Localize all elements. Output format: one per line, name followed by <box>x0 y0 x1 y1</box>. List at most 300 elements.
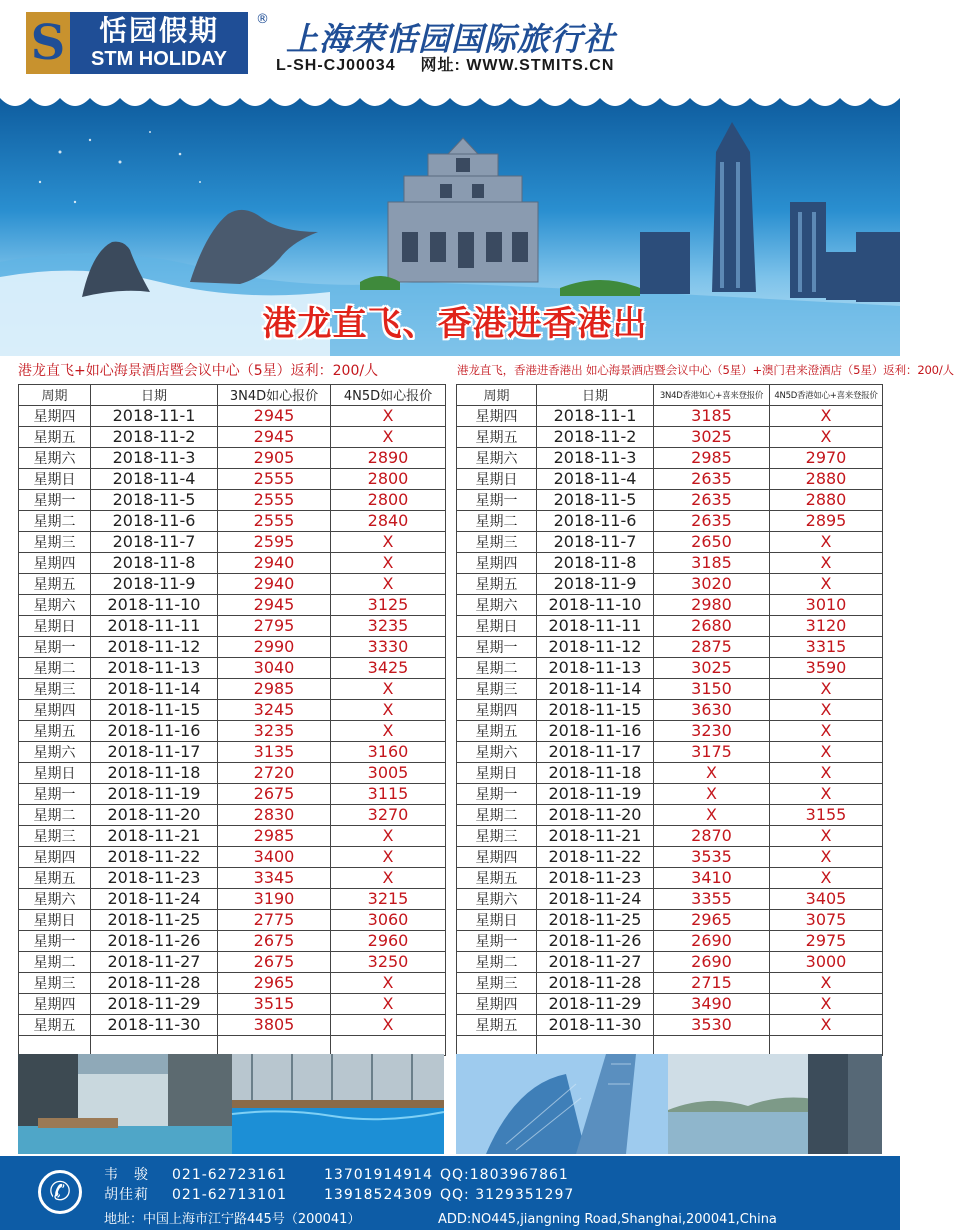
cell-3n4d-price: X <box>654 762 770 783</box>
cell-date: 2018-11-14 <box>537 678 654 699</box>
cell-3n4d-price: 2830 <box>218 804 331 825</box>
cell-date: 2018-11-29 <box>91 993 218 1014</box>
cell-date: 2018-11-16 <box>537 720 654 741</box>
cell-date: 2018-11-11 <box>91 615 218 636</box>
cell-weekday: 星期五 <box>19 720 91 741</box>
cell-weekday: 星期二 <box>457 804 537 825</box>
contact-row <box>104 1164 569 1184</box>
cell-4n5d-price: 2880 <box>770 489 883 510</box>
cell-3n4d-price: 2945 <box>218 426 331 447</box>
col-header-3n4d-price: 3N4D香港如心+喜来登报价 <box>654 385 770 406</box>
hero-banner <box>0 92 900 356</box>
table-row <box>19 1014 446 1035</box>
logo-text <box>70 15 248 71</box>
table-row <box>19 552 446 573</box>
cell-4n5d-price: 3000 <box>770 951 883 972</box>
table-row <box>457 678 883 699</box>
table-row <box>19 426 446 447</box>
table-row <box>457 657 883 678</box>
cell-4n5d-price: X <box>331 405 446 426</box>
cell-3n4d-price: 3040 <box>218 657 331 678</box>
cell-date: 2018-11-30 <box>91 1014 218 1035</box>
cell-date: 2018-11-13 <box>537 657 654 678</box>
cell-3n4d-price: 2675 <box>218 951 331 972</box>
cell-weekday: 星期四 <box>457 699 537 720</box>
table-row <box>19 1035 446 1056</box>
cell-weekday: 星期四 <box>457 552 537 573</box>
cell-weekday: 星期二 <box>19 951 91 972</box>
hotel-pool-photo <box>232 1054 444 1154</box>
cell-date: 2018-11-20 <box>537 804 654 825</box>
cell-date: 2018-11-22 <box>91 846 218 867</box>
contact-qq: QQ:1803967861 <box>440 1167 569 1183</box>
cell-weekday: 星期二 <box>19 657 91 678</box>
table-row <box>19 993 446 1014</box>
cell-weekday <box>457 1035 537 1056</box>
table-row <box>19 825 446 846</box>
cell-4n5d-price: 3125 <box>331 594 446 615</box>
table-row <box>457 447 883 468</box>
license-and-website <box>276 52 614 75</box>
cell-4n5d-price: X <box>770 573 883 594</box>
table-row <box>457 867 883 888</box>
left-price-table <box>18 384 446 1056</box>
cell-3n4d-price: 2635 <box>654 510 770 531</box>
cell-4n5d-price: X <box>770 699 883 720</box>
cell-3n4d-price: 2675 <box>218 783 331 804</box>
logo-english-name: STM HOLIDAY <box>91 48 227 70</box>
cell-4n5d-price: 3330 <box>331 636 446 657</box>
contact-tel[interactable]: 021-62713101 <box>172 1187 288 1203</box>
table-row <box>19 930 446 951</box>
cell-date: 2018-11-14 <box>91 678 218 699</box>
table-row <box>457 489 883 510</box>
cell-date: 2018-11-2 <box>537 426 654 447</box>
cell-4n5d-price: 3250 <box>331 951 446 972</box>
cell-date: 2018-11-24 <box>91 888 218 909</box>
table-row <box>19 678 446 699</box>
cell-weekday: 星期六 <box>457 741 537 762</box>
cell-date: 2018-11-10 <box>537 594 654 615</box>
cell-3n4d-price: 3230 <box>654 720 770 741</box>
cell-4n5d-price: X <box>331 867 446 888</box>
col-header-weekday: 周期 <box>457 385 537 406</box>
table-row <box>457 510 883 531</box>
company-name: 上海荣恬园国际旅行社 <box>286 20 617 58</box>
table-row <box>19 783 446 804</box>
cell-weekday: 星期一 <box>19 783 91 804</box>
cell-3n4d-price: 2940 <box>218 552 331 573</box>
cell-3n4d-price: 3190 <box>218 888 331 909</box>
cell-weekday: 星期三 <box>19 531 91 552</box>
cell-3n4d-price: 2675 <box>218 930 331 951</box>
table-row <box>19 762 446 783</box>
cell-4n5d-price: 3215 <box>331 888 446 909</box>
table-row <box>457 1035 883 1056</box>
cell-4n5d-price: X <box>331 720 446 741</box>
table-row <box>19 804 446 825</box>
cell-4n5d-price: 2840 <box>331 510 446 531</box>
col-header-4n5d-price: 4N5D香港如心+喜来登报价 <box>770 385 883 406</box>
cell-date: 2018-11-4 <box>91 468 218 489</box>
col-header-date: 日期 <box>537 385 654 406</box>
table-row <box>19 405 446 426</box>
table-row <box>19 657 446 678</box>
cell-3n4d-price: 3805 <box>218 1014 331 1035</box>
cell-weekday: 星期一 <box>19 489 91 510</box>
cell-date: 2018-11-12 <box>537 636 654 657</box>
cell-3n4d-price: 3185 <box>654 405 770 426</box>
cell-4n5d-price: X <box>770 867 883 888</box>
cell-4n5d-price: 2895 <box>770 510 883 531</box>
cell-date: 2018-11-6 <box>537 510 654 531</box>
cell-4n5d-price: X <box>331 678 446 699</box>
cell-date: 2018-11-19 <box>91 783 218 804</box>
cell-date: 2018-11-27 <box>537 951 654 972</box>
cell-date: 2018-11-26 <box>91 930 218 951</box>
cell-date <box>537 1035 654 1056</box>
left-package-subtitle: 港龙直飞+如心海景酒店暨会议中心（5星）返利：200/人 <box>18 363 379 379</box>
cell-4n5d-price: X <box>331 531 446 552</box>
table-row <box>457 552 883 573</box>
table-row <box>457 741 883 762</box>
cell-weekday: 星期五 <box>457 720 537 741</box>
cell-3n4d-price: 3630 <box>654 699 770 720</box>
cell-weekday: 星期二 <box>457 657 537 678</box>
cell-weekday: 星期二 <box>457 951 537 972</box>
cell-3n4d-price: 2775 <box>218 909 331 930</box>
cell-date: 2018-11-4 <box>537 468 654 489</box>
cell-3n4d-price: 2905 <box>218 447 331 468</box>
cell-date: 2018-11-25 <box>91 909 218 930</box>
table-row <box>457 930 883 951</box>
cell-weekday: 星期四 <box>457 405 537 426</box>
cell-weekday: 星期六 <box>457 594 537 615</box>
cell-4n5d-price: X <box>331 972 446 993</box>
cell-4n5d-price: X <box>770 783 883 804</box>
cell-weekday: 星期一 <box>457 783 537 804</box>
cell-weekday: 星期日 <box>19 615 91 636</box>
cell-3n4d-price: 2875 <box>654 636 770 657</box>
cell-3n4d-price: 3400 <box>218 846 331 867</box>
table-row <box>19 846 446 867</box>
cell-3n4d-price: 3410 <box>654 867 770 888</box>
cell-weekday: 星期五 <box>457 1014 537 1035</box>
table-row <box>457 783 883 804</box>
cell-weekday: 星期二 <box>19 510 91 531</box>
col-header-weekday: 周期 <box>19 385 91 406</box>
cell-3n4d-price: 2940 <box>218 573 331 594</box>
table-row <box>19 888 446 909</box>
cell-date: 2018-11-9 <box>91 573 218 594</box>
col-header-4n5d-price: 4N5D如心报价 <box>331 385 446 406</box>
table-row <box>457 1014 883 1035</box>
cell-4n5d-price: X <box>770 678 883 699</box>
website-link[interactable]: WWW.STMITS.CN <box>466 57 615 74</box>
cell-3n4d-price: 2635 <box>654 468 770 489</box>
cell-date: 2018-11-9 <box>537 573 654 594</box>
cell-date: 2018-11-7 <box>91 531 218 552</box>
table-row <box>19 951 446 972</box>
table-row <box>19 615 446 636</box>
brand-logo <box>26 12 248 74</box>
cell-date: 2018-11-17 <box>91 741 218 762</box>
address-chinese: 地址：中国上海市江宁路445号（200041） <box>104 1212 361 1227</box>
cell-date: 2018-11-18 <box>91 762 218 783</box>
cell-weekday: 星期六 <box>19 594 91 615</box>
cell-4n5d-price: X <box>770 1014 883 1035</box>
cell-3n4d-price: 2650 <box>654 531 770 552</box>
cell-3n4d-price: 2555 <box>218 510 331 531</box>
cell-4n5d-price: 3590 <box>770 657 883 678</box>
table-row <box>457 972 883 993</box>
cell-4n5d-price: 2890 <box>331 447 446 468</box>
cell-date: 2018-11-1 <box>91 405 218 426</box>
cell-weekday: 星期日 <box>457 909 537 930</box>
table-row <box>457 468 883 489</box>
cell-weekday: 星期日 <box>19 909 91 930</box>
cell-3n4d-price: 3185 <box>654 552 770 573</box>
cell-3n4d-price: 2715 <box>654 972 770 993</box>
cell-weekday: 星期四 <box>19 699 91 720</box>
table-row <box>19 489 446 510</box>
cell-weekday: 星期四 <box>19 846 91 867</box>
cell-date: 2018-11-15 <box>91 699 218 720</box>
cell-3n4d-price: 2985 <box>654 447 770 468</box>
col-header-3n4d-price: 3N4D如心报价 <box>218 385 331 406</box>
cell-3n4d-price: 3535 <box>654 846 770 867</box>
cell-date: 2018-11-18 <box>537 762 654 783</box>
table-row <box>457 573 883 594</box>
cell-4n5d-price: X <box>331 1014 446 1035</box>
cell-weekday: 星期二 <box>457 510 537 531</box>
cell-date: 2018-11-24 <box>537 888 654 909</box>
cell-3n4d-price: 2980 <box>654 594 770 615</box>
cell-weekday: 星期六 <box>19 888 91 909</box>
cell-date: 2018-11-3 <box>91 447 218 468</box>
cell-weekday: 星期日 <box>457 762 537 783</box>
logo-mark-icon <box>26 12 70 74</box>
cell-date: 2018-11-30 <box>537 1014 654 1035</box>
registered-mark: ® <box>256 12 269 27</box>
cell-3n4d-price: 3150 <box>654 678 770 699</box>
cell-3n4d-price: 2985 <box>218 825 331 846</box>
table-row <box>19 720 446 741</box>
cell-weekday: 星期日 <box>457 468 537 489</box>
cell-date: 2018-11-6 <box>91 510 218 531</box>
table-row <box>457 405 883 426</box>
phone-icon: ✆ <box>38 1170 82 1214</box>
right-package-subtitle: 港龙直飞，香港进香港出 如心海景酒店暨会议中心（5星）+澳门君来澄酒店（5星）返利：200/人 <box>457 363 954 377</box>
cell-date: 2018-11-27 <box>91 951 218 972</box>
cell-weekday: 星期日 <box>457 615 537 636</box>
table-row <box>457 426 883 447</box>
table-row <box>457 909 883 930</box>
table-row <box>19 447 446 468</box>
cell-4n5d-price: 2970 <box>770 447 883 468</box>
cell-date: 2018-11-12 <box>91 636 218 657</box>
cell-3n4d-price: 3515 <box>218 993 331 1014</box>
table-row <box>19 972 446 993</box>
table-row <box>19 909 446 930</box>
cell-3n4d-price: 2720 <box>218 762 331 783</box>
cell-weekday: 星期一 <box>19 636 91 657</box>
cell-3n4d-price: 2870 <box>654 825 770 846</box>
cell-3n4d-price: 3025 <box>654 657 770 678</box>
tower-exterior-photo <box>456 1054 668 1154</box>
cell-4n5d-price: 3160 <box>331 741 446 762</box>
col-header-date: 日期 <box>91 385 218 406</box>
cell-4n5d-price: X <box>770 762 883 783</box>
cell-date: 2018-11-10 <box>91 594 218 615</box>
table-header-row <box>19 385 446 406</box>
cell-weekday: 星期四 <box>19 405 91 426</box>
cell-weekday: 星期六 <box>19 447 91 468</box>
cell-4n5d-price: 3010 <box>770 594 883 615</box>
page-header <box>0 0 900 92</box>
table-row <box>19 531 446 552</box>
cell-3n4d-price: X <box>654 783 770 804</box>
cell-3n4d-price: 3175 <box>654 741 770 762</box>
cell-weekday: 星期一 <box>457 489 537 510</box>
right-price-table <box>456 384 883 1056</box>
table-row <box>457 825 883 846</box>
cell-3n4d-price: 3235 <box>218 720 331 741</box>
cell-4n5d-price: 3405 <box>770 888 883 909</box>
cell-3n4d-price: 3025 <box>654 426 770 447</box>
cell-date: 2018-11-26 <box>537 930 654 951</box>
cell-date: 2018-11-3 <box>537 447 654 468</box>
cell-weekday: 星期三 <box>457 531 537 552</box>
cell-weekday: 星期四 <box>457 993 537 1014</box>
cell-4n5d-price: X <box>331 993 446 1014</box>
cell-4n5d-price: 2800 <box>331 468 446 489</box>
cell-date: 2018-11-11 <box>537 615 654 636</box>
cell-date: 2018-11-16 <box>91 720 218 741</box>
cell-3n4d-price <box>218 1035 331 1056</box>
cell-date <box>91 1035 218 1056</box>
table-row <box>19 636 446 657</box>
table-row <box>457 951 883 972</box>
cell-4n5d-price: 3075 <box>770 909 883 930</box>
cell-4n5d-price: X <box>770 972 883 993</box>
table-row <box>19 594 446 615</box>
table-row <box>457 531 883 552</box>
banner-title: 港龙直飞、香港进香港出 <box>262 304 648 344</box>
cell-4n5d-price: 3425 <box>331 657 446 678</box>
contact-tel[interactable]: 021-62723161 <box>172 1167 288 1183</box>
cell-date: 2018-11-22 <box>537 846 654 867</box>
cell-3n4d-price: 2795 <box>218 615 331 636</box>
contact-qq: QQ: 3129351297 <box>440 1187 575 1203</box>
cell-weekday: 星期六 <box>457 888 537 909</box>
cell-4n5d-price: 3060 <box>331 909 446 930</box>
cell-4n5d-price: X <box>770 531 883 552</box>
cell-weekday: 星期一 <box>19 930 91 951</box>
logo-chinese-name: 恬园假期 <box>98 14 219 47</box>
cell-3n4d-price: 2945 <box>218 405 331 426</box>
cell-3n4d-price <box>654 1035 770 1056</box>
contact-mobile[interactable]: 13918524309 <box>324 1187 433 1203</box>
logo-mark-letter: S <box>30 15 66 71</box>
cell-4n5d-price: 2800 <box>331 489 446 510</box>
contact-mobile[interactable]: 13701914914 <box>324 1167 433 1183</box>
cell-date: 2018-11-13 <box>91 657 218 678</box>
cell-weekday: 星期四 <box>19 552 91 573</box>
table-row <box>19 468 446 489</box>
cell-4n5d-price: 3115 <box>331 783 446 804</box>
table-row <box>19 699 446 720</box>
cell-4n5d-price: 3155 <box>770 804 883 825</box>
cell-4n5d-price: 3270 <box>331 804 446 825</box>
cell-3n4d-price: 3355 <box>654 888 770 909</box>
contact-name: 胡佳莉 <box>104 1187 149 1203</box>
cell-4n5d-price: X <box>331 573 446 594</box>
cell-date: 2018-11-23 <box>537 867 654 888</box>
cell-date: 2018-11-2 <box>91 426 218 447</box>
cell-date: 2018-11-21 <box>537 825 654 846</box>
cell-weekday: 星期五 <box>19 867 91 888</box>
cell-4n5d-price: X <box>331 825 446 846</box>
table-row <box>19 867 446 888</box>
cell-3n4d-price: 3020 <box>654 573 770 594</box>
cell-date: 2018-11-25 <box>537 909 654 930</box>
cell-4n5d-price: X <box>331 552 446 573</box>
cell-3n4d-price: 3530 <box>654 1014 770 1035</box>
cell-4n5d-price <box>331 1035 446 1056</box>
cell-weekday: 星期五 <box>457 573 537 594</box>
cell-4n5d-price: 3120 <box>770 615 883 636</box>
table-row <box>457 888 883 909</box>
table-row <box>457 636 883 657</box>
hotel-lobby-photo <box>18 1054 232 1154</box>
table-row <box>19 510 446 531</box>
cell-weekday: 星期三 <box>457 972 537 993</box>
cell-3n4d-price: 2990 <box>218 636 331 657</box>
cell-3n4d-price: 3135 <box>218 741 331 762</box>
cell-weekday: 星期四 <box>19 993 91 1014</box>
cell-4n5d-price: X <box>331 426 446 447</box>
cell-4n5d-price: X <box>770 552 883 573</box>
cell-3n4d-price: 2690 <box>654 951 770 972</box>
cell-4n5d-price: X <box>770 825 883 846</box>
cell-weekday <box>19 1035 91 1056</box>
cell-3n4d-price: 2555 <box>218 468 331 489</box>
cell-3n4d-price: 2555 <box>218 489 331 510</box>
table-row <box>457 594 883 615</box>
table-row <box>457 993 883 1014</box>
table-row <box>457 699 883 720</box>
cell-4n5d-price: 2880 <box>770 468 883 489</box>
cell-3n4d-price: 2985 <box>218 678 331 699</box>
address-row <box>104 1208 777 1227</box>
cell-4n5d-price: X <box>770 846 883 867</box>
cell-weekday: 星期三 <box>457 825 537 846</box>
cell-date: 2018-11-7 <box>537 531 654 552</box>
cell-4n5d-price: 2960 <box>331 930 446 951</box>
table-row <box>457 804 883 825</box>
cell-4n5d-price: 3235 <box>331 615 446 636</box>
cell-weekday: 星期三 <box>457 678 537 699</box>
cell-4n5d-price: X <box>770 426 883 447</box>
contact-footer <box>0 1156 900 1230</box>
cell-3n4d-price: 2965 <box>654 909 770 930</box>
cell-3n4d-price: X <box>654 804 770 825</box>
cell-weekday: 星期日 <box>19 468 91 489</box>
cell-3n4d-price: 3345 <box>218 867 331 888</box>
cell-4n5d-price: X <box>770 993 883 1014</box>
cell-4n5d-price: X <box>770 741 883 762</box>
